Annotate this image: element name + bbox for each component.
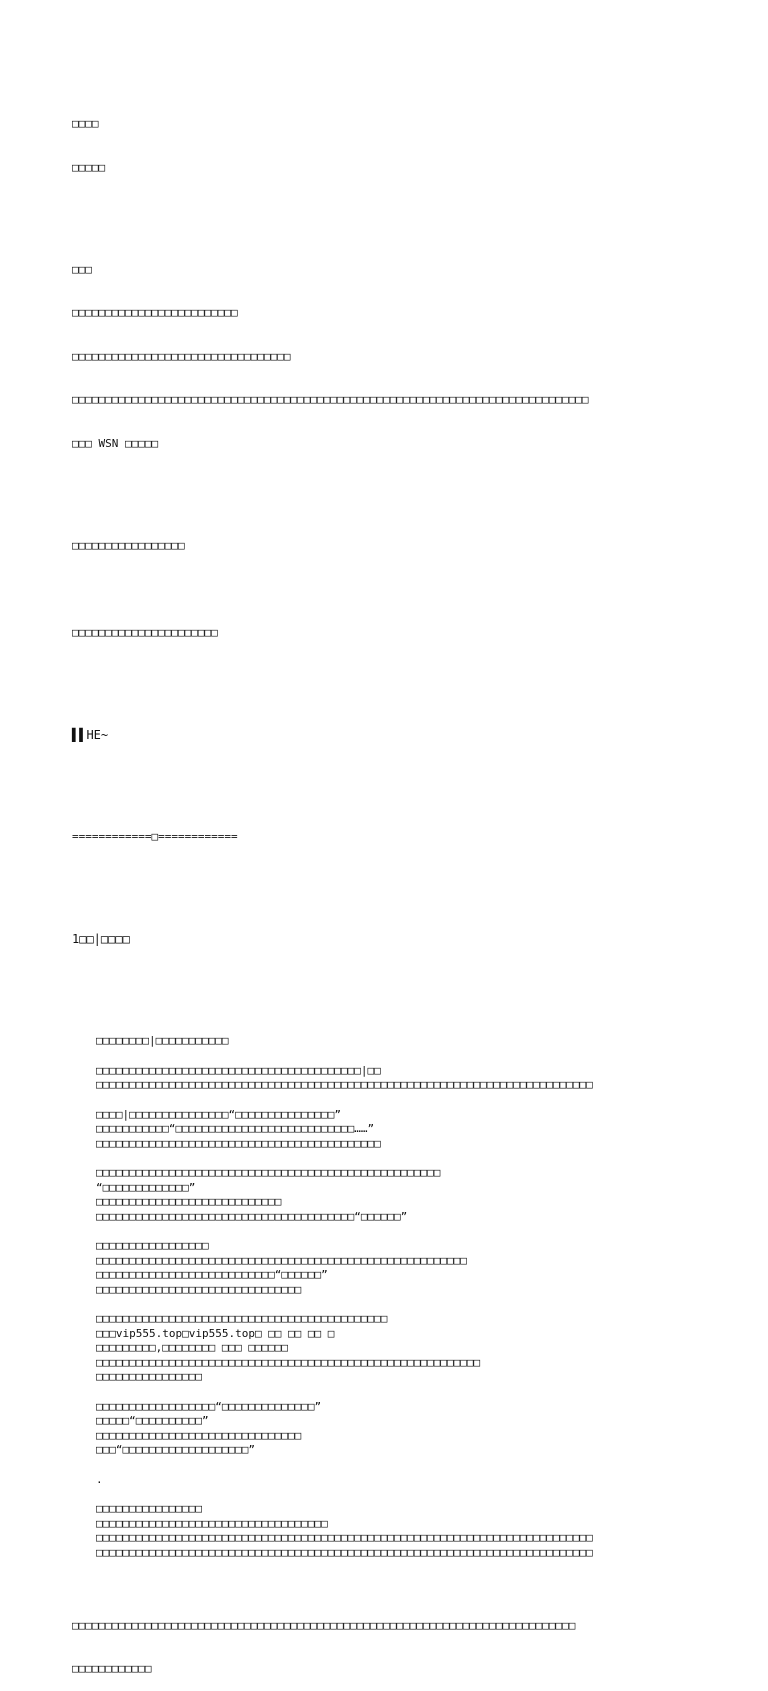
section-title: 1□□|□□□□ <box>72 932 130 946</box>
paragraph-line: □□□□□□□□□,□□□□□□□□ □□□ □□□□□□ <box>96 1341 289 1354</box>
paragraph-line: □□□□□□□□□□□□□□□□□□□□□□□□□□□□□□□□□□□□□□□□□□□□□□□□□□□□□□□□ <box>96 1253 467 1267</box>
paragraph-line: □□□□□□□□□□□□□□□□□□□□□□□□□□□□□□□□□□□□□□□“□□□□□□” <box>96 1209 408 1223</box>
header-line: □□□□ <box>72 117 99 130</box>
paragraph-line: □□□□□□□□□□□□□□□□□□□□□□□□□□□□□□□□□□□ <box>96 1516 328 1530</box>
paragraph-line: □□□□□□□□□□□□□□□□□ <box>96 1239 209 1252</box>
he-mark: ▌▌HE~ <box>72 728 109 742</box>
paragraph-line: □□□□□□□□□□□□□□□□□□□□□□□□□□□□□□□□□□□□□□□□□□□□□□□□□□□□□□□□□□ <box>96 1355 481 1369</box>
closing-line: □□□□□□□□□□□□ <box>72 1662 152 1675</box>
paragraph <box>72 1064 712 1108</box>
intro-line: □□□□□□□□□□□□□□□□□□□□□□□□□□□□□□□□□ <box>72 349 291 363</box>
paragraph-line: . <box>96 1472 103 1486</box>
paragraph-line: □□□□|□□□□□□□□□□□□□□□“□□□□□□□□□□□□□□□” <box>96 1107 342 1121</box>
intro-line: □□□□□□□□□□□□□□□□□□□□□□□□□□□□□□□□□□□□□□□□□□□□□□□□□□□□□□□□□□□□□□□□□□□□□□□□□□□□□□ <box>72 393 589 406</box>
paragraph <box>72 1312 712 1400</box>
paragraph <box>72 1400 712 1473</box>
paragraph-line: □□□□□“□□□□□□□□□□” <box>96 1414 209 1427</box>
paragraph-line: □□□□□□□□□□□□□□□□□□□□□□□□□□□□□□□□□□□□□□□□□□□□□□□□□□□□ <box>96 1166 441 1179</box>
paragraph-line: □□□□□□□□□□□□□□□□□□□□□□□□□□□□□□□□□□□□□□□□□□□□ <box>96 1312 388 1325</box>
document-body <box>72 88 712 1691</box>
paragraph-line: □□□“□□□□□□□□□□□□□□□□□□□” <box>96 1443 255 1456</box>
paragraph-line: □□□□□□□□|□□□□□□□□□□□ <box>96 1034 229 1047</box>
intro-line: □□□ <box>72 262 92 276</box>
paragraph-line: □□□□□□□□□□□□□□□□□□□□□□□□□□□□□□□□□□□□□□□□□□□ <box>96 1136 381 1150</box>
header-line: □□□□□ <box>72 160 106 174</box>
paragraph-line: □□□□□□□□□□□□□□□□□□“□□□□□□□□□□□□□□” <box>96 1399 322 1413</box>
paragraph-line: □□□vip555.top□vip555.top□ □□ □□ □□ □ <box>96 1326 335 1340</box>
paragraph-line: □□□□□□□□□□□□□□□□□□□□□□□□□□□□□□□□□□□□□□□□□□□□□□□□□□□□□□□□□□□□□□□□□□□□□□□□□□□ <box>96 1078 593 1091</box>
paragraph-line: □□□□□□□□□□□□□□□□□□□□□□□□□□□“□□□□□□” <box>96 1268 328 1281</box>
paragraph-line: □□□□□□□□□□□□□□□□□□□□□□□□□□□□□□□□□□□□□□□□|□□ <box>96 1063 381 1077</box>
paragraph <box>72 1108 712 1167</box>
paragraph-line: □□□□□□□□□□□□□□□□□□□□□□□□□□□□□□□□□□□□□□□□□□□□□□□□□□□□□□□□□□□□□□□□□□□□□□□□□□□ <box>96 1545 593 1559</box>
paragraph-line: □□□□□□□□□□□□□□□□□□□□□□□□□□□□ <box>96 1195 282 1208</box>
paragraph-line: □□□□□□□□□□□□□□□□□□□□□□□□□□□□□□□ <box>96 1428 302 1442</box>
paragraph-line: □□□□□□□□□□□□□□□□□□□□□□□□□□□□□□□□□□□□□□□□□□□□□□□□□□□□□□□□□□□□□□□□□□□□□□□□□□□ <box>96 1531 593 1544</box>
paragraph-list <box>72 1034 712 1575</box>
paragraph <box>72 1239 712 1312</box>
paragraph-line: □□□□□□□□□□□□□□□□ <box>96 1370 202 1383</box>
paragraph-line: □□□□□□□□□□□□□□□□ <box>96 1502 202 1515</box>
text-line: □□□□□□□□□□□□□□□□□□□□□□ <box>72 626 218 639</box>
text-line: □□□□□□□□□□□□□□□□□ <box>72 538 185 552</box>
paragraph-line: □□□□□□□□□□□□□□□□□□□□□□□□□□□□□□□ <box>96 1282 302 1296</box>
paragraph <box>72 1166 712 1239</box>
paragraph-line: □□□□□□□□□□□“□□□□□□□□□□□□□□□□□□□□□□□□□□□……” <box>96 1122 375 1135</box>
closing-line: □□□□□□□□□□□□□□□□□□□□□□□□□□□□□□□□□□□□□□□□□□□□□□□□□□□□□□□□□□□□□□□□□□□□□□□□□□□□ <box>72 1618 576 1632</box>
divider: ============□============ <box>72 830 238 843</box>
paragraph <box>72 1473 712 1503</box>
intro-line: □□□ WSN □□□□□ <box>72 436 159 450</box>
paragraph-line: “□□□□□□□□□□□□□” <box>96 1180 196 1194</box>
intro-line: □□□□□□□□□□□□□□□□□□□□□□□□□ <box>72 306 238 319</box>
paragraph <box>72 1034 712 1064</box>
paragraph <box>72 1502 712 1575</box>
